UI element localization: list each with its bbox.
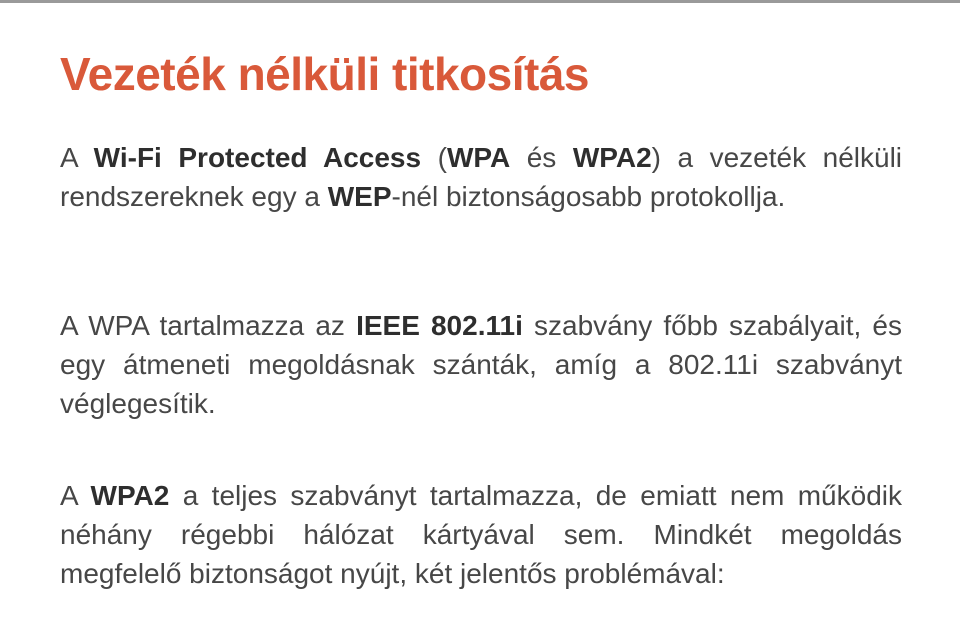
- term-wpa: WPA: [446, 142, 511, 173]
- text-segment: szabvány főbb szabályait, és egy átmeneti megoldásnak szánták, amíg a 802.11i szabványt véglegesítik.: [60, 310, 902, 419]
- term-ieee-80211i: IEEE 802.11i: [356, 310, 523, 341]
- text-segment: ) a vezeték nélküli rendszereknek egy a: [60, 142, 903, 212]
- paragraph-wpa-ieee: [60, 306, 902, 423]
- text-segment: és: [510, 142, 573, 173]
- slide-title: Vezeték nélküli titkosítás: [60, 48, 590, 100]
- term-wpa2: WPA2: [90, 480, 170, 511]
- text-segment: A: [60, 480, 91, 511]
- text-segment: (: [421, 142, 447, 173]
- text-segment: -nél biztonságosabb protokollja.: [391, 181, 786, 212]
- paragraph-wpa2: [60, 476, 902, 593]
- top-divider: [0, 0, 960, 3]
- text-segment: A: [60, 142, 94, 173]
- paragraph-wpa-intro: [60, 138, 902, 216]
- term-wifi-protected-access: Wi-Fi Protected Access: [93, 142, 422, 173]
- term-wep: WEP: [327, 181, 392, 212]
- text-segment: a teljes szabványt tartalmazza, de emiatt nem működik néhány régebbi hálózat kártyával sem. Mindkét megoldás megfelelő biztonságot nyújt, két jelentős problémával:: [60, 480, 902, 589]
- term-wpa2: WPA2: [572, 142, 652, 173]
- text-segment: A WPA tartalmazza az: [60, 310, 357, 341]
